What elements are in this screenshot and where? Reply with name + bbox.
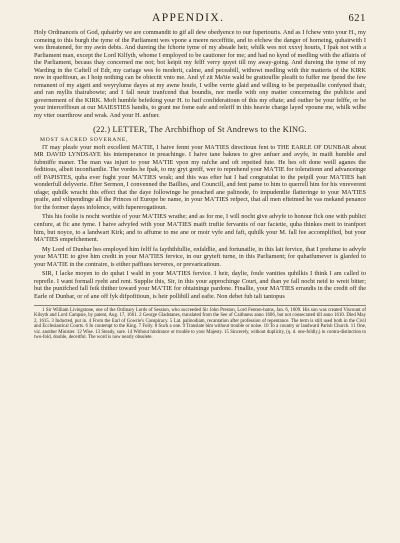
footnote-text: 1 Sir William Livingstone, one of the Ordinary Lords of Session, who succeeded Sir John Preston, Lord Fenton-barns, Jan. 6, 1609. His son was created Viscount of Kilsyth and Lord Campsie, by patent, Aug. 17, 1661. 2 George Gladstanes, translated from the See of Caithness anno 1606, but not consecrated till anno 1610. Died May 2, 1615. 3 Inducted, put in. 4 From the Earl of Gowrie's Conspiracy. 5 Lat. palinodiam, recantation after profession of repentance. The term is still used both in the Civil and Ecclesiastical Courts. 6 In contempt to the King. 7 Folly. 8 Such a one. 9 Translate him without trouble or noise. 10 To a country or landward Parish Church. 11 One, viz. another Minister. 12 Wise. 13 Steady, sure. 14 Without hindrance or trouble to your Majesty. 15 Sincerely, without duplicity, (q. d. one-foldly,) in contra-distinction to two-fold, double, deceitful. The word is now nearly obsolete. <box>34 307 366 341</box>
letter-paragraph: My Lord of Dunbar hes employed him felff fa fayththfullie, enfaldlie, and fortunatlie, in this lait fervice, that I prefume to advyfe your MA'TIE to give him credit in your MA'TIES fervice, in our gryteft turne, in this Parliament; for quhatfumever is glanfed to your MA'TIE in the contraire, is either paffiues terveres, or prevaricatioun. <box>34 245 366 268</box>
salutation: MOST SACRED SOVERANE, <box>40 136 129 143</box>
letter-heading: (22.) LETTER, The Archbifhop of St Andrews to the KING. <box>93 124 307 134</box>
page-number: 621 <box>348 13 366 24</box>
letter-paragraph: This his foolie is nocht worthie of your MA'TIES wrathe; and as for me, I will nocht give advyfe to honour fick one with publict cenfure, at fic ane tyme. I haive advyfed with your MA'TIES maift trufiie fervantis of our facietie, quha thinkes meit to tranfport him, but noyce, to a landwart Kirk; and to affume to me ane or moir vyfe and faft, quhilk your M. fall fee accomplified, but your MA'TIES empefchement. <box>34 213 366 244</box>
letter-paragraph: SIR, I lacke moyen to do quhat I wald in your MA'TIES fervice. I heir, daylie, foule vanities quhilkis I think I am called to reprefle. I want formall ryeht and rent. Supplie this, Sir, in this your approchinge Court, and than ye fall nocht neid to wreit bitter; but the punifched fall feik thither toward your MA'TIE for obtaininge pardone. Finallie, your MA'TIES errandis in the credit off the Earle of Dunbar, or of ane off fyk difpofitioun, is heir pollibill and eafie. Non debet fub tali tantopus <box>34 270 366 300</box>
letter-paragraph: IT may pleafe your moft excellent MA'TIE, I haive fennt your MA'TIES directioun fent to THE EARLE OF DUNBAR about MR DAVID LYNDSAYE his intemperance in preachinge. I haive tane baknes to give anfuer and avyfe, in maift humble and fubmiffe maner. The man vas injurt to your MA'TIE vpon my rafche and oft repeited fute. He hes oft done weill aganes the feditious, albeit inconftantlie. The vordes he fpak, to my gryt greiff, wer to reprehend your MA'TIE for tolerationn and advanceinge off PAPISTES, quha ever fught your MA'TIES wrak; and this was efter hat I had congratulat to the peipill your MA'TIES hait wonderfull delyverie. Efter Sermon, I convenned the Baillies, and Councill, and fent pame to him to querrell him for his vnreverent ufage; quhilk wracht this effect that the daye followinge he preached ane palinode, fo impudentlie flatteringe to your MA'TIES praife, and vilipendinge all the Princes of Europe be name, in your MA'TIES refpect, that all men efteimed he vas mekand penance for the former dayes infolence, with fupererogatioun. <box>34 143 366 211</box>
intro-paragraph: Holy Ordinanceis of God, quhairby we are commandit to gif all dew obedyence to our fuperiouris. And as I fchew vnto your H., my comeing to this burgh the tyme of the Parliament wes vpone a meere neceffitie, and to efchew the danger of horneing, quhairwith I wes threatened, for my awin debts. And dureing the fchorte tyme of my abeade heir, whilk wes not xxxvj houris, I fpak not with a Parliament man, except the Lord Kilfyth, whome I employed to be cautioner for me; and had no kynd of medling with the affairis of the Parliament, becaus thay concerned me not; bot keipit my felff verry quyet till my away-going. And dureing the tyme of my Warding in the Caftell of Edr, my cariage wes fo moderit, calme, and peceabill, withowt medling with thir matteris of the KIRK now in queftioun, as I hoip nothing can be obiectit vnto me. And yf zit Ma'tie wald be gratiouflie pleafit to fuffer me fpend the few remanent of my aigeit and weyrylume dayes at my awne houfe, I wilbe verrie glaid and willing to be perpetuallie confyned thair, and ran myllis thairabowte; and I fall neuir tranfcend that boundis, nor medle with ony matter concerneing the publicie and governement of the KIRK. Moft humble befeiking your H. to haif confideratioun of this my eftate; and outher be your felffe, or be your interceffioun at our MAIESTIES handis, to grant me fome eafe and releiff in this heavie charge layed vpoune me, whilk wilbe my vtter ouerthrow and wrak. And your H. anfuer. <box>34 29 366 120</box>
running-title: APPENDIX. <box>152 12 225 24</box>
page-header <box>34 12 366 24</box>
footnotes <box>34 305 366 341</box>
